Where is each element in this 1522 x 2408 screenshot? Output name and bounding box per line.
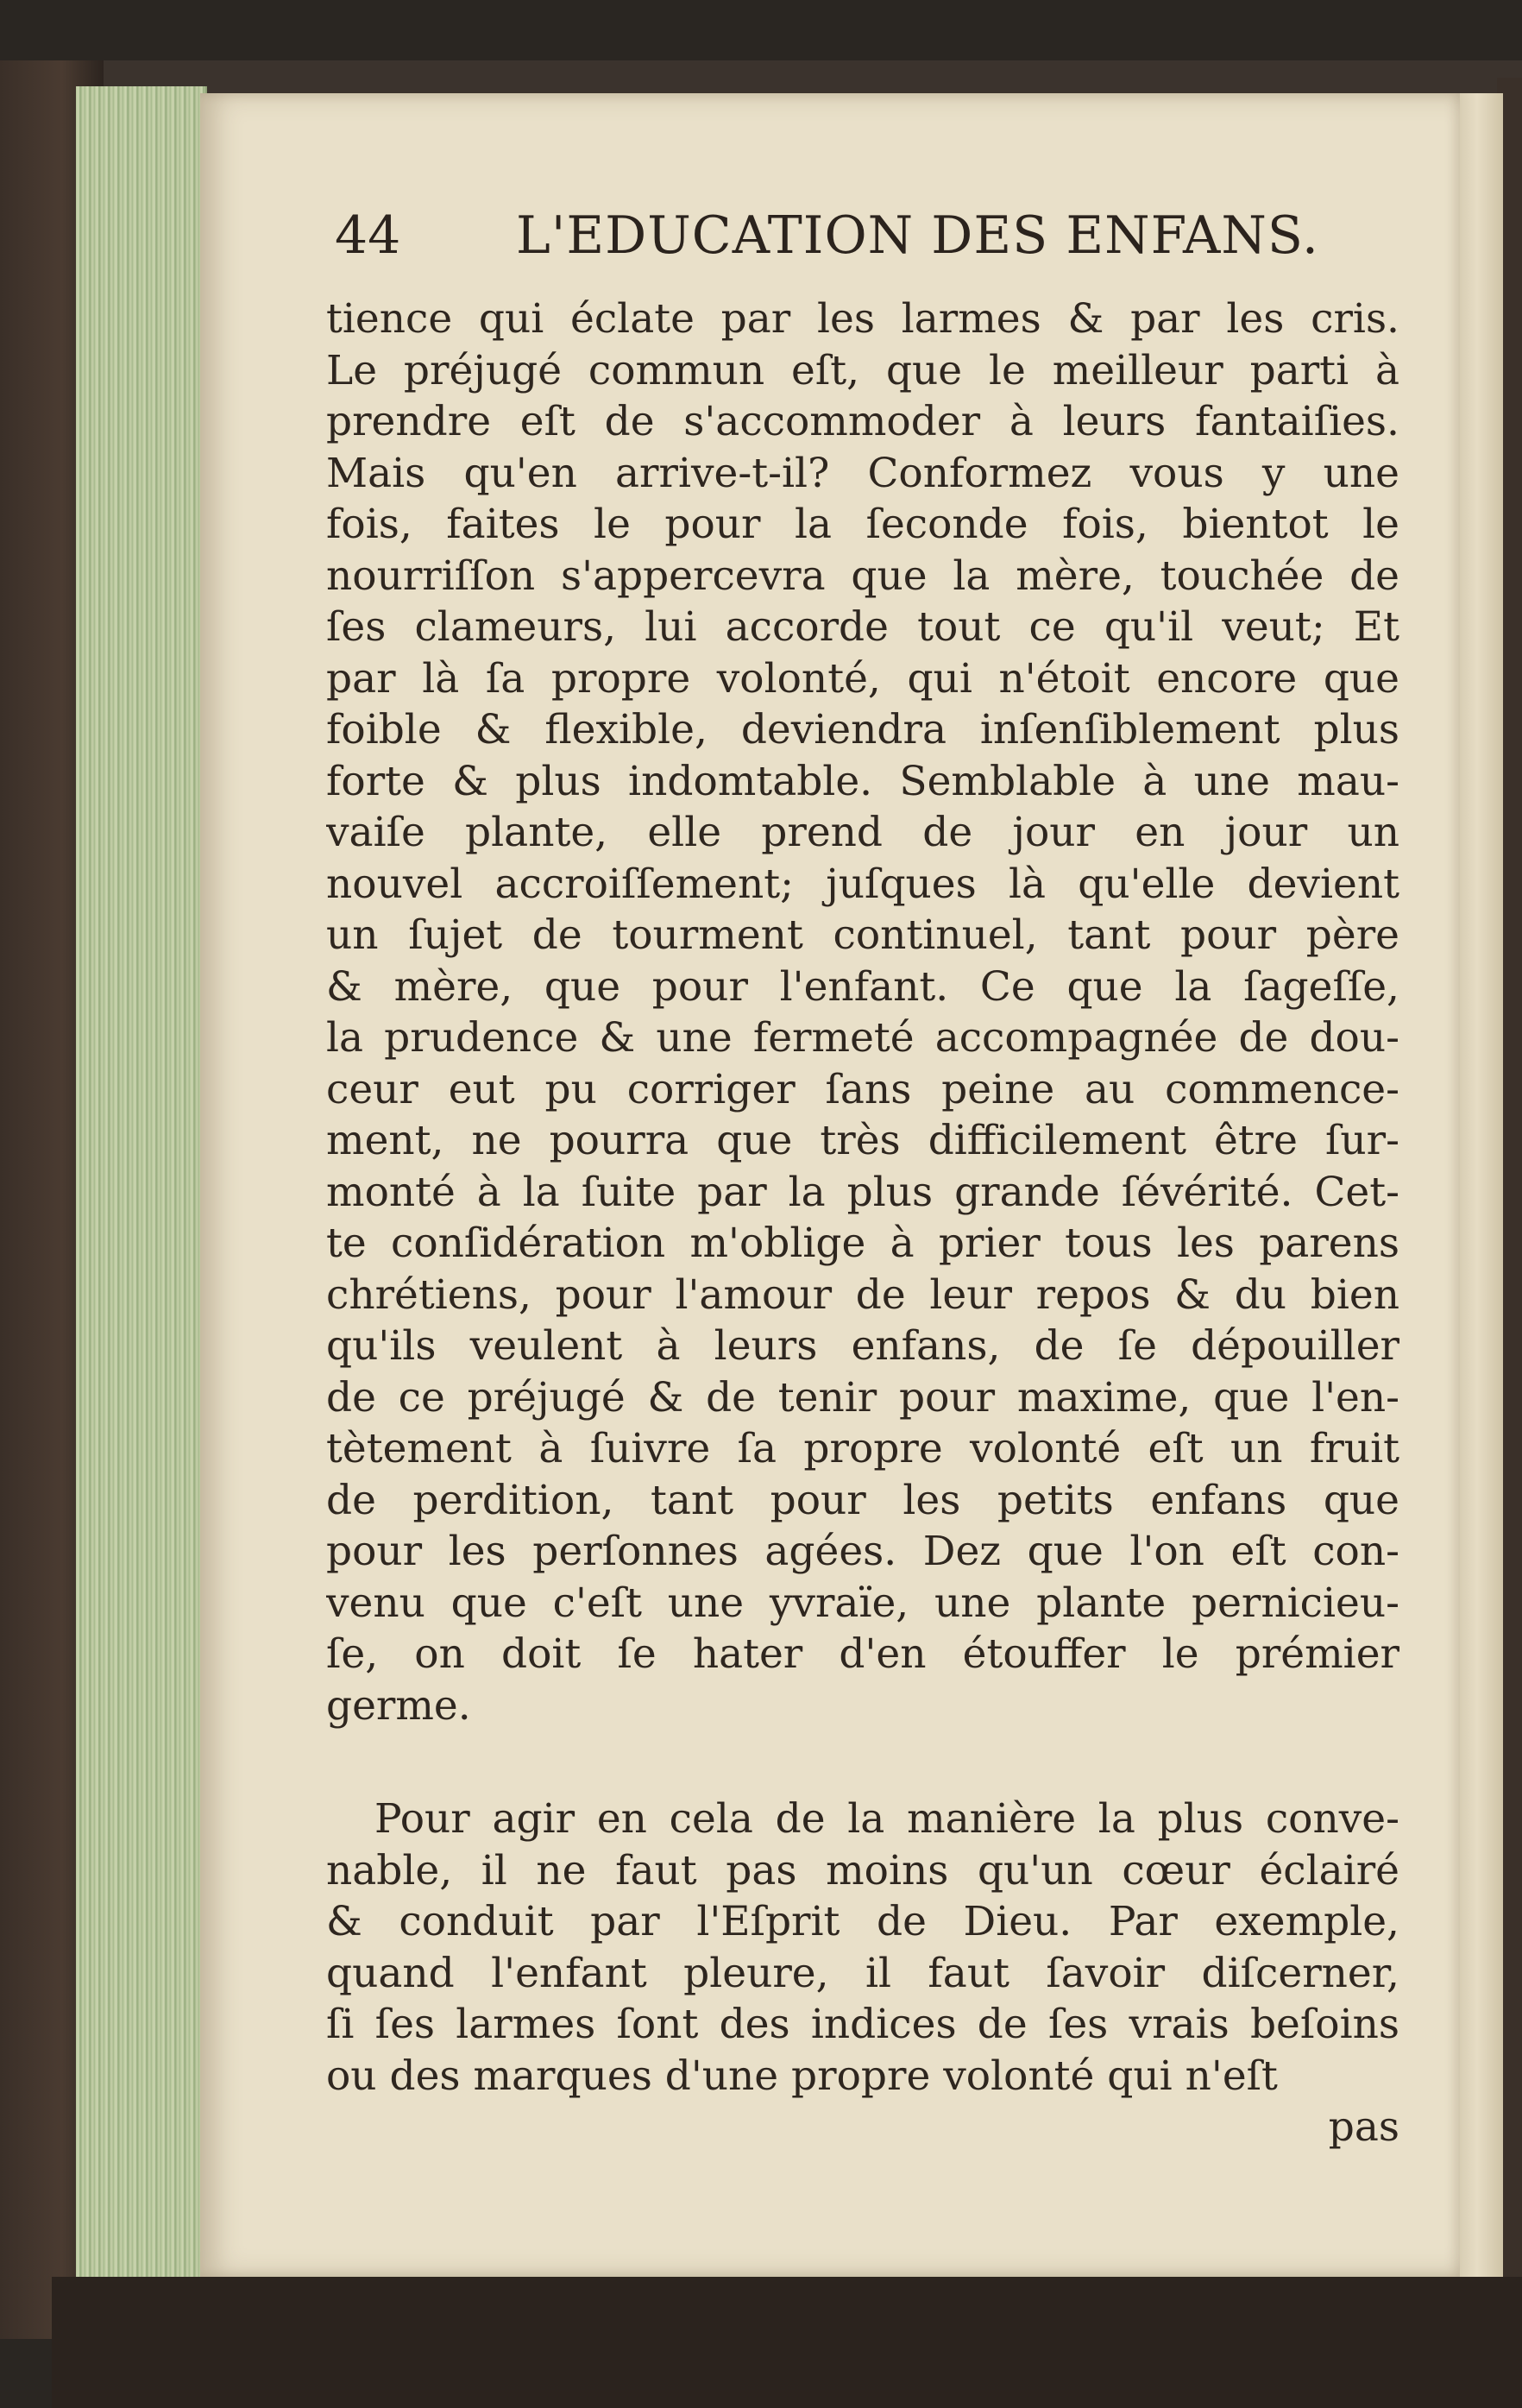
text-line: ment, ne pourra que très difficilement être ſur- <box>326 1117 1399 1164</box>
paragraph-gap <box>326 1731 1399 1793</box>
text-line: tience qui éclate par les larmes & par les cris. <box>326 295 1399 343</box>
text-line: nable, il ne faut pas moins qu'un cœur éclairé <box>326 1846 1399 1894</box>
text-line: foible & flexible, deviendra inſenſiblement plus <box>326 706 1399 753</box>
text-line: quand l'enfant pleure, il faut ſavoir diſcerner, <box>326 1949 1399 1997</box>
text-line: de perdition, tant pour les petits enfans que <box>326 1476 1399 1524</box>
text-line: ſes clameurs, lui accorde tout ce qu'il veut; Et <box>326 603 1399 651</box>
page-number: 44 <box>335 205 401 266</box>
text-line: ſi ſes larmes ſont des indices de ſes vrais beſoins <box>326 2001 1399 2048</box>
catchword: pas <box>1328 2103 1399 2151</box>
page-stack-edges <box>76 86 207 2279</box>
text-line: par là ſa propre volonté, qui n'étoit encore que <box>326 654 1399 703</box>
text-line: prendre eſt de s'accommoder à leurs fantaiſies. <box>326 398 1399 445</box>
text-line: venu que c'eſt une yvraïe, une plante pernicieu- <box>326 1579 1399 1627</box>
book-cover-top-edge <box>52 60 1522 95</box>
text-line: vaiſe plante, elle prend de jour en jour un <box>326 809 1399 856</box>
text-line: fois, faites le pour la ſeconde fois, bientot le <box>326 501 1399 548</box>
text-line: Le préjugé commun eſt, que le meilleur parti à <box>326 346 1399 394</box>
book-cover-bottom-edge <box>52 2277 1522 2408</box>
text-line: un ſujet de tourment continuel, tant pour père <box>326 911 1399 959</box>
text-line: te conſidération m'oblige à prier tous les parens <box>326 1220 1399 1267</box>
paragraph-1 <box>326 293 1399 1731</box>
text-line: ceur eut pu corriger ſans peine au commence- <box>326 1065 1399 1113</box>
text-line: tètement à ſuivre ſa propre volonté eſt un fruit <box>326 1425 1399 1472</box>
text-line: monté à la ſuite par la plus grande ſévérité. Cet- <box>326 1168 1399 1216</box>
text-line: & mère, que pour l'enfant. Ce que la ſageſſe, <box>326 962 1399 1011</box>
text-line: chrétiens, pour l'amour de leur repos & du bien <box>326 1270 1399 1319</box>
text-line: pour les perſonnes agées. Dez que l'on eſt con- <box>326 1528 1399 1575</box>
page-header <box>335 197 1319 274</box>
paragraph-2 <box>326 1793 1399 2102</box>
text-line: qu'ils veulent à leurs enfans, de ſe dépouiller <box>326 1322 1399 1370</box>
text-line: nourriſſon s'appercevra que la mère, touchée de <box>326 552 1399 600</box>
running-title: L'EDUCATION DES ENFANS. <box>516 205 1319 266</box>
text-line: ſe, on doit ſe hater d'en étouffer le prémier <box>326 1630 1399 1678</box>
text-line: Pour agir en cela de la manière la plus conve- <box>374 1795 1399 1843</box>
body-text <box>326 293 1399 2153</box>
text-line: forte & plus indomtable. Semblable à une mau- <box>326 757 1399 805</box>
text-line: la prudence & une fermeté accompagnée de dou- <box>326 1014 1399 1062</box>
text-line: Mais qu'en arrive-t-il? Conformez vous y une <box>326 449 1399 497</box>
text-line: nouvel accroiſſement; juſques là qu'elle devient <box>326 860 1399 908</box>
text-line: ou des marques d'une propre volonté qui n'eſt <box>326 2052 1278 2100</box>
text-line: & conduit par l'Eſprit de Dieu. Par exemple, <box>326 1898 1399 1945</box>
facing-page-sliver <box>1460 93 1503 2277</box>
text-line: de ce préjugé & de tenir pour maxime, que l'en- <box>326 1373 1399 1421</box>
text-line: germe. <box>326 1681 471 1730</box>
